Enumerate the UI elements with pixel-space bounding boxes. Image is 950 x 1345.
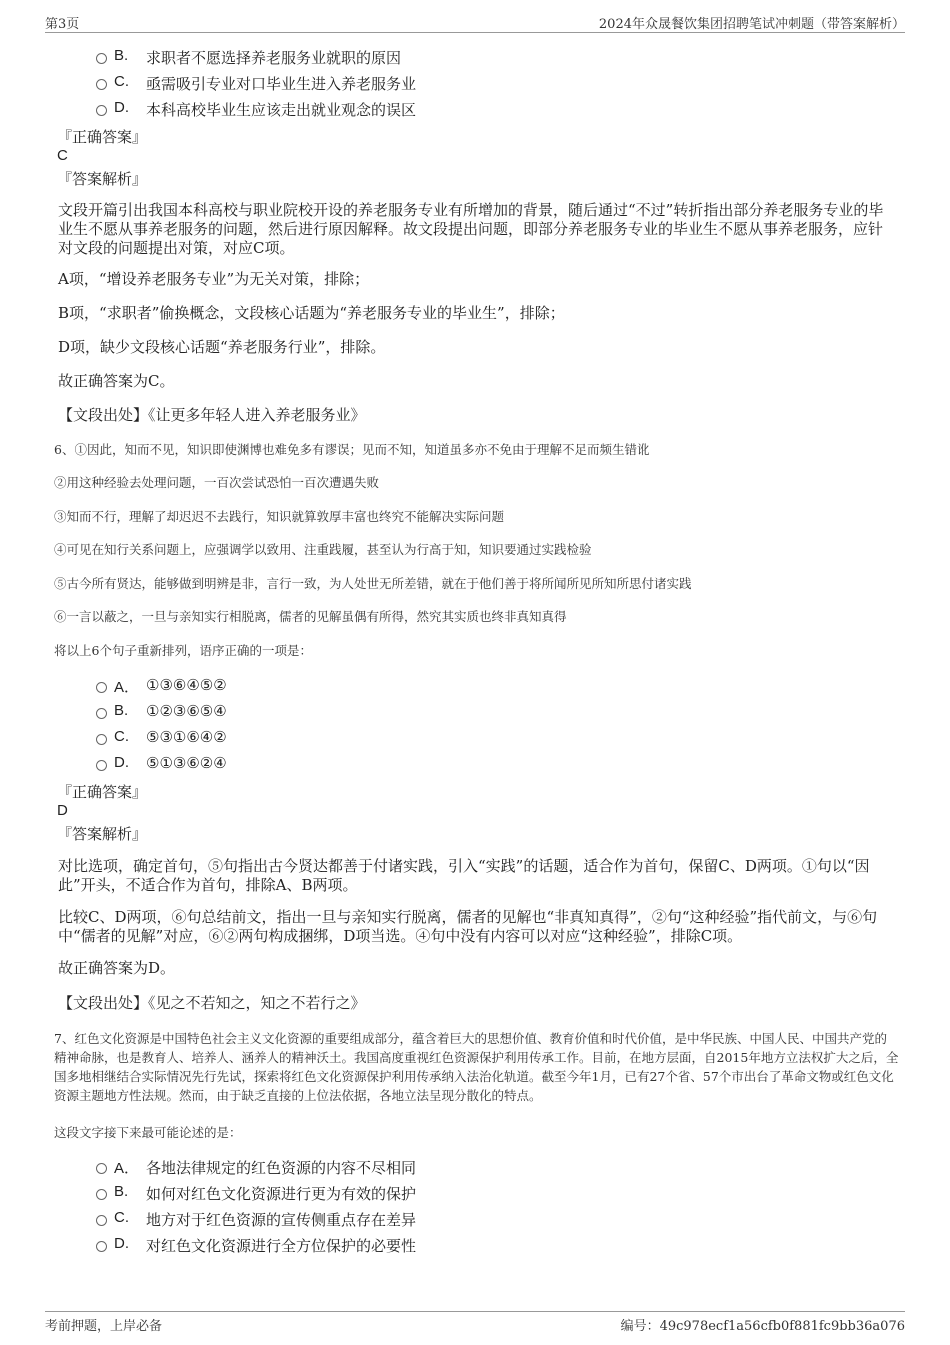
radio-button[interactable] — [96, 682, 107, 693]
q6-sentence: ④可见在知行关系问题上，应强调学以致用、注重践履，甚至认为行高于知，知识要通过实践检验 — [54, 542, 592, 557]
option-letter: C. — [114, 728, 129, 745]
q6-analysis-paragraph: 对比选项，确定首句，⑤句指出古今贤达都善于付诸实践，引入“实践”的话题，适合作为首句，保留C、D两项。①句以“因此”开头，不适合作为首句，排除A、B两项。 — [58, 857, 870, 894]
option-text: 亟需吸引专业对口毕业生进入养老服务业 — [146, 75, 417, 93]
radio-button[interactable] — [96, 1215, 107, 1226]
radio-button[interactable] — [96, 79, 107, 90]
radio-button[interactable] — [96, 760, 107, 771]
q6-analysis-tag: 『答案解析』 — [57, 825, 148, 843]
radio-button[interactable] — [96, 105, 107, 116]
q6-prompt: 将以上6个句子重新排列，语序正确的一项是： — [54, 643, 312, 658]
radio-button[interactable] — [96, 1241, 107, 1252]
q6-sentence: ③知而不行，理解了却迟迟不去践行，知识就算敦厚丰富也终究不能解决实际问题 — [54, 509, 505, 524]
page-footer — [45, 1311, 905, 1334]
option-text: ①③⑥④⑤② — [146, 676, 227, 694]
q5-answer-tag: 『正确答案』 — [57, 128, 148, 146]
radio-button[interactable] — [96, 708, 107, 719]
option-letter: A． — [114, 1160, 140, 1177]
q7-prompt: 这段文字接下来最可能论述的是： — [54, 1125, 242, 1140]
q7-stem: 7、红色文化资源是中国特色社会主义文化资源的重要组成部分，蕴含着巨大的思想价值、教育价值和时代价值，是中华民族、中国人民、中国共产党的精神命脉，也是教育人、培养人、涵养人的精神沃土。我国高度重视红色资源保护利用传承工作。目前，在地方层面，自2015年地方立法权扩大之后，全国多地相继结合实际情况先行先试，探索将红色文化资源保护利用传承纳入法治化轨道。截至今年1月，已有27个省、57个市出台了革命文物或红色文化资源主题地方性法规。然而，由于缺乏直接的上位法依据，各地立法呈现分散化的特点。 — [54, 1031, 899, 1103]
radio-button[interactable] — [96, 53, 107, 64]
document-title: 2024年众晟餐饮集团招聘笔试冲刺题（带答案解析） — [598, 17, 905, 32]
option-letter: D. — [114, 99, 129, 116]
option-letter: A． — [114, 679, 140, 696]
option-letter: D. — [114, 1235, 129, 1252]
q6-analysis-paragraph: 故正确答案为D。 — [58, 959, 176, 977]
q6-answer: D — [57, 802, 68, 819]
q5-analysis-paragraph: A项，“增设养老服务专业”为无关对策，排除； — [58, 270, 370, 288]
option-text: 对红色文化资源进行全方位保护的必要性 — [146, 1237, 417, 1255]
option-letter: D. — [114, 754, 129, 771]
option-letter: C. — [114, 73, 129, 90]
q5-analysis-paragraph: 文段开篇引出我国本科高校与职业院校开设的养老服务专业有所增加的背景，随后通过“不过”转折指出部分养老服务专业的毕业生不愿从事养老服务的问题，然后进行原因解释。故文段提出问题，即部分养老服务专业的毕业生不愿从事养老服务，应针对文段的问题提出对策，对应C项。 — [58, 201, 884, 257]
radio-button[interactable] — [96, 1163, 107, 1174]
option-letter: B. — [114, 47, 129, 64]
option-letter: C. — [114, 1209, 129, 1226]
q5-analysis-paragraph: D项，缺少文段核心话题“养老服务行业”，排除。 — [58, 338, 386, 356]
option-text: 地方对于红色资源的宣传侧重点存在差异 — [146, 1211, 417, 1229]
option-text: ⑤①③⑥②④ — [146, 754, 227, 772]
q5-source: 【文段出处】《让更多年轻人进入养老服务业》 — [58, 406, 366, 424]
page-number: 第3页 — [45, 17, 80, 32]
page-header — [45, 12, 905, 33]
option-letter: B. — [114, 1183, 129, 1200]
option-text: 如何对红色文化资源进行更为有效的保护 — [146, 1185, 417, 1203]
option-text: 求职者不愿选择养老服务业就职的原因 — [146, 49, 402, 67]
radio-button[interactable] — [96, 1189, 107, 1200]
q6-answer-tag: 『正确答案』 — [57, 783, 148, 801]
q6-analysis-paragraph: 比较C、D两项，⑥句总结前文，指出一旦与亲知实行脱离，儒者的见解也“非真知真得”，②句“这种经验”指代前文，与⑥句中“儒者的见解”对应，⑥②两句构成捆绑，D项当选。④句中没有内容可以对应“这种经验”，排除C项。 — [58, 908, 878, 945]
q5-analysis-paragraph: 故正确答案为C。 — [58, 372, 175, 390]
q5-answer: C — [57, 147, 68, 164]
option-text: ⑤③①⑥④② — [146, 728, 227, 746]
q6-source: 【文段出处】《见之不若知之，知之不若行之》 — [58, 994, 366, 1012]
footer-slogan: 考前押题，上岸必备 — [45, 1319, 163, 1334]
q5-analysis-tag: 『答案解析』 — [57, 170, 148, 188]
q6-sentence: ②用这种经验去处理问题，一百次尝试恐怕一百次遭遇失败 — [54, 475, 380, 490]
q6-sentence: ⑥一言以蔽之，一旦与亲知实行相脱离，儒者的见解虽偶有所得，然究其实质也终非真知真得 — [54, 609, 567, 624]
document-id: 编号：49c978ecf1a56cfb0f881fc9bb36a076 — [620, 1319, 905, 1334]
q5-analysis-paragraph: B项，“求职者”偷换概念，文段核心话题为“养老服务专业的毕业生”，排除； — [58, 304, 565, 322]
option-text: 各地法律规定的红色资源的内容不尽相同 — [146, 1159, 417, 1177]
q6-sentence: 6、①因此，知而不见，知识即使渊博也难免多有谬误；见而不知，知道虽多亦不免由于理解不足而频生错讹 — [54, 442, 650, 457]
option-letter: B. — [114, 702, 129, 719]
option-text: 本科高校毕业生应该走出就业观念的误区 — [146, 101, 417, 119]
radio-button[interactable] — [96, 734, 107, 745]
option-text: ①②③⑥⑤④ — [146, 702, 227, 720]
q6-sentence: ⑤古今所有贤达，能够做到明辨是非，言行一致，为人处世无所差错，就在于他们善于将所闻所见所知所思付诸实践 — [54, 576, 692, 591]
